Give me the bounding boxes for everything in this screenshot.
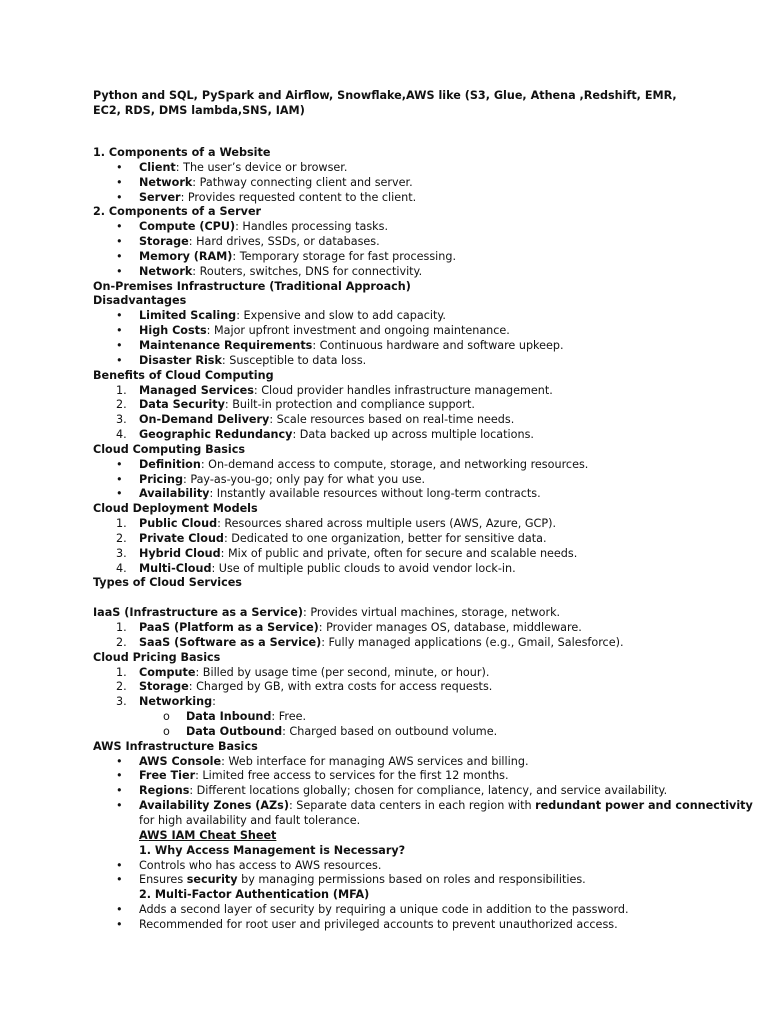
list-item xyxy=(93,176,743,191)
document-title: Python and SQL, PySpark and Airflow, Snowflake,AWS like (S3, Glue, Athena ,Redshift, EMR, EC2, RDS, DMS lambda,SNS, IAM) xyxy=(93,89,677,117)
item-text: : Resources shared across multiple users (AWS, Azure, GCP). xyxy=(217,517,557,531)
item-text: : Cloud provider handles infrastructure management. xyxy=(253,383,553,397)
item-term: Regions xyxy=(139,784,190,798)
list-marker: • xyxy=(116,175,123,189)
list-marker: • xyxy=(116,472,123,486)
list-marker: 4. xyxy=(116,428,127,442)
list-item xyxy=(93,517,743,532)
item-text: : Fully managed applications (e.g., Gmail, Salesforce). xyxy=(321,635,624,649)
list-marker: 4. xyxy=(116,561,127,575)
list-item xyxy=(93,413,743,428)
list-marker: • xyxy=(116,324,123,338)
item-text: : Billed by usage time (per second, minute, or hour). xyxy=(195,665,490,679)
item-term: Geographic Redundancy xyxy=(139,428,293,442)
item-term: Disaster Risk xyxy=(139,353,222,367)
item-text: for high availability and fault tolerance. xyxy=(139,813,361,827)
item-text: : On-demand access to compute, storage, and networking resources. xyxy=(200,457,589,471)
list-marker: 3. xyxy=(116,413,127,427)
list-marker: • xyxy=(116,309,123,323)
item-term: 2. Multi-Factor Authentication (MFA) xyxy=(139,888,370,902)
item-term: Network xyxy=(139,175,193,189)
list-marker: • xyxy=(116,754,123,768)
item-term: Multi-Cloud xyxy=(139,561,212,575)
item-term: Benefits of Cloud Computing xyxy=(93,368,274,382)
item-term: Maintenance Requirements xyxy=(139,338,313,352)
list-marker: • xyxy=(116,235,123,249)
list-marker: 1. xyxy=(116,665,127,679)
list-marker: o xyxy=(163,724,170,738)
list-item xyxy=(93,354,743,369)
section-heading xyxy=(93,280,743,295)
list-item xyxy=(93,339,743,354)
item-text: : xyxy=(212,695,216,709)
item-term: Networking xyxy=(139,695,213,709)
list-marker: 1. xyxy=(116,621,127,634)
list-marker: 3. xyxy=(116,695,127,709)
item-term: Free Tier xyxy=(139,769,196,783)
item-term: Managed Services xyxy=(139,383,254,397)
item-text: : Routers, switches, DNS for connectivity. xyxy=(192,264,423,278)
item-text: : Temporary storage for fast processing. xyxy=(232,249,457,263)
item-term: AWS IAM Cheat Sheet xyxy=(139,828,277,842)
item-text: : Expensive and slow to add capacity. xyxy=(236,309,446,323)
list-item xyxy=(93,220,743,235)
section-heading xyxy=(93,606,743,621)
item-term: Public Cloud xyxy=(139,517,218,531)
list-marker: 1. xyxy=(116,517,127,531)
list-marker: 2. xyxy=(116,680,127,694)
item-term: 1. Why Access Management is Necessary? xyxy=(139,843,406,857)
list-marker: o xyxy=(163,710,170,724)
item-term: Cloud Pricing Basics xyxy=(93,650,221,664)
list-marker: 2. xyxy=(116,635,127,649)
list-marker: 2. xyxy=(116,398,127,412)
item-term: Data Security xyxy=(139,398,225,412)
list-item xyxy=(93,562,743,577)
item-term: Data Inbound xyxy=(186,710,272,724)
list-item xyxy=(93,250,743,265)
item-text: : Limited free access to services for the first 12 months. xyxy=(195,769,509,783)
item-term: 2. Components of a Server xyxy=(93,205,262,219)
item-term: Cloud Deployment Models xyxy=(93,502,258,516)
item-text: : Susceptible to data loss. xyxy=(221,353,367,367)
item-text: : Data backed up across multiple locations. xyxy=(292,428,534,442)
item-text: : Continuous hardware and software upkeep. xyxy=(312,338,564,352)
item-term: 1. Components of a Website xyxy=(93,146,271,159)
list-item xyxy=(93,799,753,814)
item-emphasis: redundant power and connectivity xyxy=(535,799,753,813)
list-marker: • xyxy=(116,160,123,174)
list-item xyxy=(93,859,743,874)
item-text: : Handles processing tasks. xyxy=(235,220,389,234)
list-item xyxy=(93,235,743,250)
item-text: : Instantly available resources without long-term contracts. xyxy=(209,487,541,501)
item-text: : Provider manages OS, database, middleware. xyxy=(318,621,582,634)
list-item xyxy=(93,398,743,413)
document-body xyxy=(93,146,753,933)
list-marker: 1. xyxy=(116,383,127,397)
list-item xyxy=(93,487,743,502)
blank-line xyxy=(93,591,743,606)
item-text: Ensures xyxy=(139,873,187,887)
list-item xyxy=(93,428,743,443)
list-item xyxy=(93,666,743,681)
item-text: : Major upfront investment and ongoing maintenance. xyxy=(206,324,510,338)
item-term: On-Premises Infrastructure (Traditional Approach) xyxy=(93,279,411,293)
list-marker: • xyxy=(116,769,123,783)
item-term: Compute (CPU) xyxy=(139,220,236,234)
item-term: Disadvantages xyxy=(93,294,187,308)
list-item xyxy=(93,547,743,562)
item-text: : Built-in protection and compliance support. xyxy=(224,398,475,412)
list-item xyxy=(93,755,743,770)
item-term: High Costs xyxy=(139,324,207,338)
item-term: Availability Zones (AZs) xyxy=(139,799,289,813)
item-term: Storage xyxy=(139,680,189,694)
item-term: Types of Cloud Services xyxy=(93,576,242,590)
item-term: On-Demand Delivery xyxy=(139,413,270,427)
list-item xyxy=(93,324,743,339)
item-term: Compute xyxy=(139,665,196,679)
list-marker: • xyxy=(116,353,123,367)
item-term: Memory (RAM) xyxy=(139,249,233,263)
item-text: : Separate data centers in each region with xyxy=(288,799,536,813)
item-text: Adds a second layer of security by requiring a unique code in addition to the password. xyxy=(139,903,629,917)
section-heading xyxy=(93,205,743,220)
item-term: PaaS (Platform as a Service) xyxy=(139,621,319,634)
list-marker: 3. xyxy=(116,546,127,560)
item-text: Controls who has access to AWS resources. xyxy=(139,858,382,872)
list-item xyxy=(93,161,743,176)
list-marker: • xyxy=(116,784,123,798)
section-heading xyxy=(93,294,743,309)
list-item xyxy=(93,680,743,695)
list-marker: • xyxy=(116,190,123,204)
list-item xyxy=(93,873,743,888)
list-marker: • xyxy=(116,264,123,278)
list-item xyxy=(93,309,743,324)
item-text: : The user’s device or browser. xyxy=(175,160,348,174)
item-text: : Pay-as-you-go; only pay for what you use. xyxy=(183,472,426,486)
list-marker: • xyxy=(116,487,123,501)
subsection-heading xyxy=(93,888,743,903)
item-term: Pricing xyxy=(139,472,183,486)
section-heading xyxy=(93,443,743,458)
list-marker: • xyxy=(116,338,123,352)
subsection-heading xyxy=(93,829,743,844)
section-heading xyxy=(93,740,743,755)
list-marker: • xyxy=(116,917,123,931)
item-term: AWS Infrastructure Basics xyxy=(93,739,258,753)
item-text: : Web interface for managing AWS services and billing. xyxy=(221,754,529,768)
list-item xyxy=(93,532,743,547)
section-heading xyxy=(93,576,743,591)
item-text: : Scale resources based on real-time needs. xyxy=(269,413,515,427)
list-marker: • xyxy=(116,220,123,234)
item-text: Recommended for root user and privileged accounts to prevent unauthorized access. xyxy=(139,917,618,931)
sub-list-item xyxy=(93,710,743,725)
item-text: : Hard drives, SSDs, or databases. xyxy=(188,235,380,249)
list-marker: • xyxy=(116,799,123,813)
item-text: : Mix of public and private, often for secure and scalable needs. xyxy=(220,546,578,560)
list-marker: 2. xyxy=(116,531,127,545)
list-item xyxy=(93,191,743,206)
item-text: : Charged by GB, with extra costs for access requests. xyxy=(188,680,493,694)
list-item xyxy=(93,903,743,918)
list-item xyxy=(93,384,743,399)
item-term: Cloud Computing Basics xyxy=(93,442,246,456)
section-heading xyxy=(93,651,743,666)
list-marker: • xyxy=(116,457,123,471)
item-term: Server xyxy=(139,190,181,204)
list-item xyxy=(93,458,743,473)
list-item-continuation xyxy=(93,814,743,829)
item-term: Client xyxy=(139,160,176,174)
list-item xyxy=(93,784,743,799)
item-text: : Pathway connecting client and server. xyxy=(192,175,413,189)
list-item xyxy=(93,636,743,651)
item-term: Private Cloud xyxy=(139,531,224,545)
list-item xyxy=(93,473,743,488)
item-term: Definition xyxy=(139,457,201,471)
list-item xyxy=(93,769,743,784)
list-marker: • xyxy=(116,903,123,917)
item-text: : Provides virtual machines, storage, network. xyxy=(303,606,561,620)
subsection-heading xyxy=(93,844,743,859)
item-text: : Charged based on outbound volume. xyxy=(282,724,498,738)
item-term: Data Outbound xyxy=(186,724,283,738)
item-text: by managing permissions based on roles and responsibilities. xyxy=(237,873,586,887)
item-text: : Provides requested content to the client. xyxy=(180,190,417,204)
list-item xyxy=(93,918,743,933)
item-text: : Dedicated to one organization, better for sensitive data. xyxy=(223,531,547,545)
sub-list-item xyxy=(93,725,743,740)
item-term: AWS Console xyxy=(139,754,222,768)
item-term: Availability xyxy=(139,487,210,501)
item-term: Limited Scaling xyxy=(139,309,237,323)
list-item xyxy=(93,265,743,280)
item-emphasis: security xyxy=(186,873,238,887)
section-heading xyxy=(93,146,743,161)
item-text: : Free. xyxy=(271,710,307,724)
item-term: Storage xyxy=(139,235,189,249)
list-marker: • xyxy=(116,249,123,263)
list-item xyxy=(93,621,743,636)
item-term: SaaS (Software as a Service) xyxy=(139,635,322,649)
item-text: : Different locations globally; chosen for compliance, latency, and service availability. xyxy=(189,784,668,798)
list-item xyxy=(93,695,743,710)
item-text: : Use of multiple public clouds to avoid vendor lock-in. xyxy=(211,561,516,575)
section-heading xyxy=(93,369,743,384)
item-term: IaaS (Infrastructure as a Service) xyxy=(93,606,303,620)
list-marker: • xyxy=(116,873,123,887)
item-term: Hybrid Cloud xyxy=(139,546,221,560)
item-term: Network xyxy=(139,264,193,278)
list-marker: • xyxy=(116,858,123,872)
section-heading xyxy=(93,502,743,517)
